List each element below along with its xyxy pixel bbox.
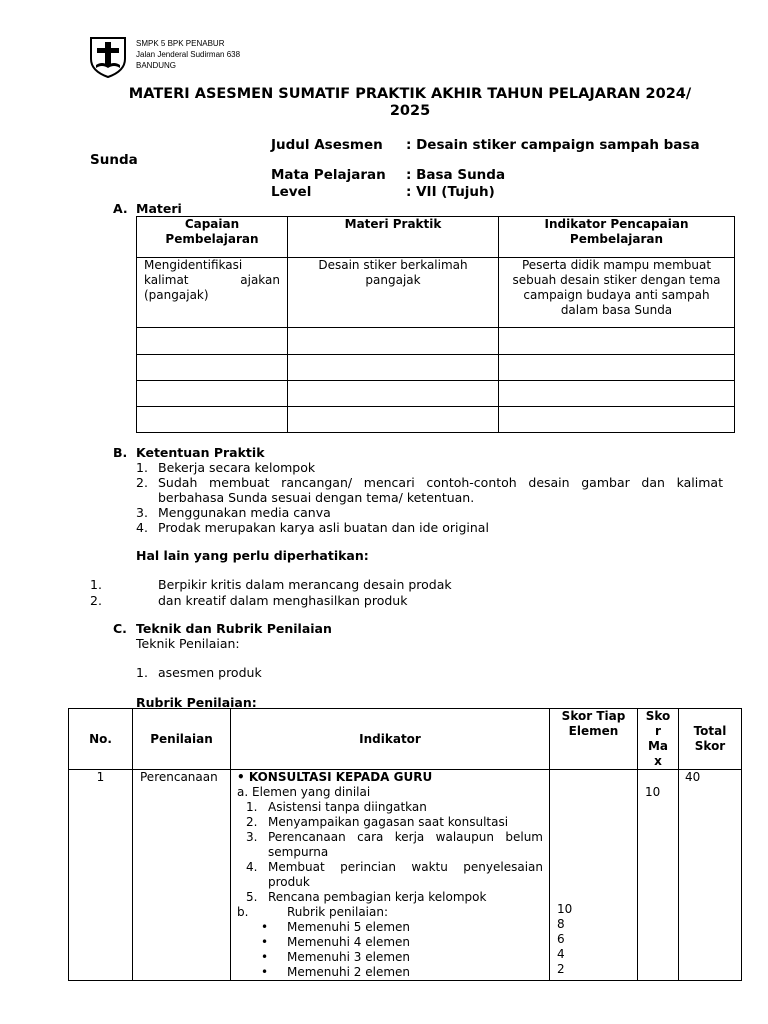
capaian-line-1: Mengidentifikasi (144, 258, 243, 272)
empty-cell (499, 381, 735, 407)
section-a-marker: A. (113, 201, 128, 216)
skor-max-part: x (654, 754, 662, 768)
header-indikator: Indikator (231, 709, 550, 770)
extra-number: 2. (90, 593, 102, 608)
bullet-icon: • (261, 950, 269, 964)
elemen-list (237, 800, 543, 905)
empty-cell (137, 407, 288, 433)
empty-cell (137, 328, 288, 355)
skor-value: 8 (557, 917, 565, 931)
header-capaian: Capaian Pembelajaran (137, 217, 288, 258)
teknik-number: 1. (136, 665, 148, 680)
item-number: 2. (246, 815, 258, 829)
item-text: Asistensi tanpa diingatkan (268, 800, 427, 814)
teknik-item: asesmen produk (158, 665, 262, 680)
capaian-line-2 (144, 273, 280, 288)
item-number: 5. (246, 890, 258, 904)
bullet-text: Memenuhi 2 elemen (287, 965, 410, 979)
section-c-marker: C. (113, 621, 127, 636)
item-number: 3. (136, 505, 148, 520)
section-b-marker: B. (113, 445, 128, 460)
bullet-icon: • (261, 965, 269, 979)
ketentuan-item (136, 520, 723, 535)
rubrik-b-marker: b. (237, 905, 249, 919)
empty-cell (499, 328, 735, 355)
item-text: Bekerja secara kelompok (158, 460, 316, 475)
empty-cell (137, 355, 288, 381)
elemen-item (246, 800, 543, 815)
row-penilaian: Perencanaan (133, 770, 231, 981)
empty-cell (137, 381, 288, 407)
level-label: Level (271, 184, 312, 200)
bullet-icon: • (261, 935, 269, 949)
row-indikator (231, 770, 550, 981)
skor-max-value: 10 (645, 785, 661, 799)
skor-value: 6 (557, 932, 565, 946)
section-c-title: Teknik dan Rubrik Penilaian (136, 621, 332, 636)
header-penilaian: Penilaian (133, 709, 231, 770)
skor-value: 2 (557, 962, 565, 976)
row-skor-tiap-elemen (550, 770, 638, 981)
document-title (90, 86, 730, 120)
mapel-label: Mata Pelajaran (271, 167, 386, 183)
header-no: No. (69, 709, 133, 770)
capaian-word-kalimat: kalimat (144, 273, 189, 287)
item-text: Prodak merupakan karya asli buatan dan ide original (158, 520, 489, 535)
item-number: 1. (246, 800, 258, 814)
judul-label: Judul Asesmen (271, 137, 383, 153)
title-line-1: MATERI ASESMEN SUMATIF PRAKTIK AKHIR TAHUN PELAJARAN 2024/ (128, 86, 692, 102)
title-line-2: 2025 (389, 103, 431, 119)
ketentuan-list (136, 460, 723, 535)
mapel-value: : Basa Sunda (406, 167, 506, 183)
ketentuan-item (136, 505, 723, 520)
capaian-line-3: (pangajak) (144, 288, 209, 302)
school-city: BANDUNG (136, 61, 177, 70)
skor-max-part: Sko (645, 709, 671, 723)
hal-lain-heading: Hal lain yang perlu diperhatikan: (136, 548, 369, 563)
empty-cell (288, 328, 499, 355)
rubrik-b-line (237, 905, 543, 920)
header-materi: Materi Praktik (288, 217, 499, 258)
school-street: Jalan Jenderal Sudirman 638 (136, 50, 241, 59)
extra-number: 1. (90, 577, 102, 592)
elemen-label: a. Elemen yang dinilai (237, 785, 371, 799)
skor-max-part: r (655, 724, 661, 738)
item-number: 3. (246, 830, 258, 844)
item-text: Rencana pembagian kerja kelompok (268, 890, 487, 904)
rubrik-heading: Rubrik Penilaian: (136, 695, 257, 710)
level-value: : VII (Tujuh) (406, 184, 495, 200)
bullet-item (261, 920, 543, 935)
bullet-text: Memenuhi 5 elemen (287, 920, 410, 934)
judul-continuation: Sunda (90, 152, 138, 168)
rubric-table (68, 708, 742, 981)
section-b-title: Ketentuan Praktik (136, 445, 265, 460)
skor-max-part: Ma (647, 739, 669, 753)
item-number: 1. (136, 460, 148, 475)
capaian-word-ajakan: ajakan (240, 273, 280, 287)
extra-text: Berpikir kritis dalam merancang desain prodak (158, 577, 452, 592)
header-skor-max (638, 709, 679, 770)
materi-table (136, 216, 735, 433)
elemen-item (246, 815, 543, 830)
empty-cell (288, 407, 499, 433)
cell-materi: Desain stiker berkalimah pangajak (288, 258, 499, 328)
row-skor-max (638, 770, 679, 981)
empty-cell (499, 355, 735, 381)
elemen-item (246, 830, 543, 860)
empty-cell (288, 381, 499, 407)
bullet-text: Memenuhi 3 elemen (287, 950, 410, 964)
header-indikator: Indikator Pencapaian Pembelajaran (499, 217, 735, 258)
item-text: Menggunakan media canva (158, 505, 331, 520)
judul-value: : Desain stiker campaign sampah basa (406, 137, 700, 153)
section-a-title: Materi (136, 201, 182, 216)
konsultasi-heading: • KONSULTASI KEPADA GURU (237, 770, 433, 784)
row-number: 1 (69, 770, 133, 981)
extra-text: dan kreatif dalam menghasilkan produk (158, 593, 408, 608)
cell-indikator: Peserta didik mampu membuat sebuah desain stiker dengan tema campaign budaya anti sampah dalam basa Sunda (499, 258, 735, 328)
cell-capaian (137, 258, 288, 328)
header-skor-tiap-elemen: Skor Tiap Elemen (550, 709, 638, 770)
item-number: 2. (136, 475, 148, 490)
rubrik-bullets (237, 920, 543, 980)
empty-cell (499, 407, 735, 433)
school-name: SMPK 5 BPK PENABUR (136, 39, 225, 48)
bullet-item (261, 965, 543, 980)
item-number: 4. (246, 860, 258, 874)
bullet-item (261, 935, 543, 950)
bullet-icon: • (261, 920, 269, 934)
item-number: 4. (136, 520, 148, 535)
rubrik-b-text: Rubrik penilaian: (287, 905, 389, 919)
skor-value: 10 (557, 902, 573, 916)
elemen-item (246, 890, 543, 905)
school-address (136, 38, 240, 71)
item-text: Perencanaan cara kerja walaupun belum sempurna (268, 830, 543, 859)
bullet-item (261, 950, 543, 965)
elemen-item (246, 860, 543, 890)
empty-cell (288, 355, 499, 381)
item-text: Membuat perincian waktu penyelesaian produk (268, 860, 543, 889)
item-text: Sudah membuat rancangan/ mencari contoh-contoh desain gambar dan kalimat berbahasa Sunda sesuai dengan tema/ ketentuan. (158, 475, 723, 505)
school-logo (88, 35, 128, 79)
item-text: Menyampaikan gagasan saat konsultasi (268, 815, 509, 829)
teknik-label: Teknik Penilaian: (136, 636, 240, 651)
ketentuan-item (136, 460, 723, 475)
header-total-skor: Total Skor (679, 709, 742, 770)
bullet-text: Memenuhi 4 elemen (287, 935, 410, 949)
ketentuan-item (136, 475, 723, 505)
row-total-skor: 40 (679, 770, 742, 981)
skor-value: 4 (557, 947, 565, 961)
